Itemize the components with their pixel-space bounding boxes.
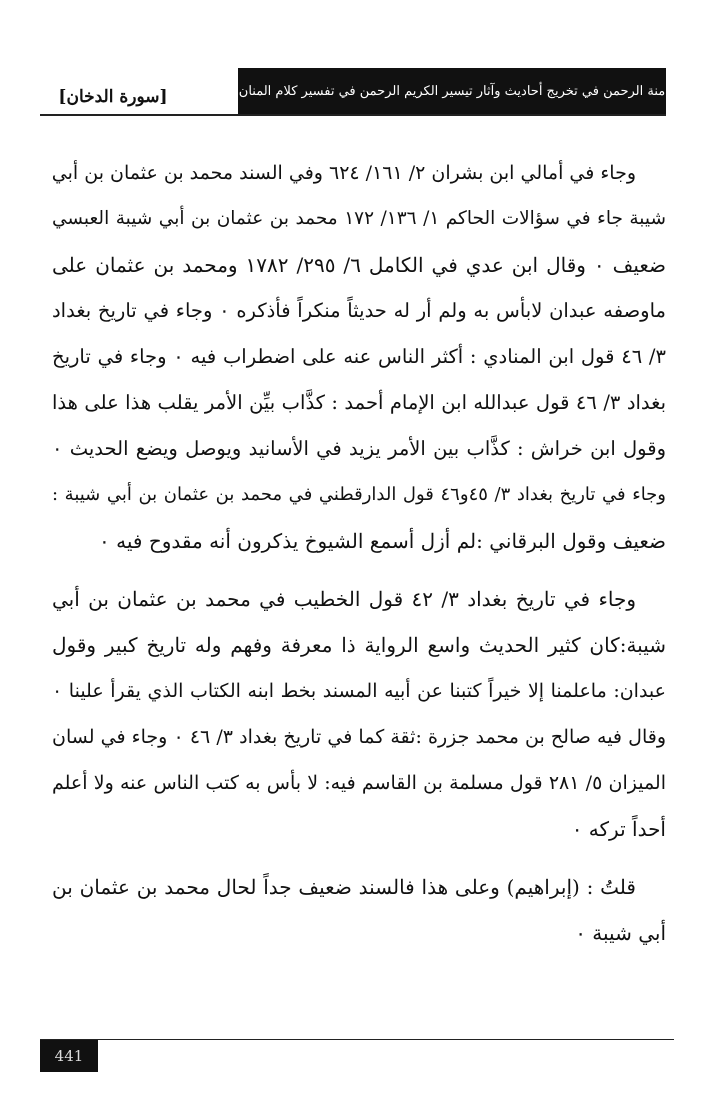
text-line: شيبة:كان كثير الحديث واسع الرواية ذا معرفة وفهم وله تاريخ كبير وقول [52, 633, 666, 657]
text-line: ٣/ ٤٦ قول ابن المنادي : أكثر الناس عنه على اضطراب فيه ٠ وجاء في تاريخ [52, 345, 666, 368]
paragraph-2 [52, 576, 666, 852]
text-line: ضعيف ٠ وقال ابن عدي في الكامل ٦/ ٢٩٥/ ١٧٨٢ ومحمد بن عثمان على [52, 253, 666, 277]
text-line: ماوصفه عبدان لابأس به ولم أر له حديثاً منكراً فأذكره ٠ وجاء في تاريخ بغداد [52, 299, 666, 322]
text-line: شيبة جاء في سؤالات الحاكم ١/ ١٣٦/ ١٧٢ محمد بن عثمان بن أبي شيبة العبسي [52, 208, 666, 229]
text-line: وقول ابن خراش : كذَّاب بين الأمر يزيد في الأسانيد ويوصل ويضع الحديث ٠ [52, 437, 666, 460]
text-line: أبي شيبة ٠ [575, 921, 666, 945]
text-line: ضعيف وقول البرقاني :لم أزل أسمع الشيوخ يذكرون أنه مقدوح فيه ٠ [99, 529, 666, 553]
surah-label: [سورة الدخان] [58, 87, 168, 107]
text-line: أحداً تركه ٠ [571, 817, 666, 841]
running-header [238, 68, 666, 114]
body-text [52, 150, 666, 956]
book-title: منة الرحمن في تخريج أحاديث وآثار تيسير الكريم الرحمن في تفسير كلام المنان [238, 83, 666, 99]
text-line: عبدان: ماعلمنا إلا خيراً كتبنا عن أبيه المسند بخط ابنه الكتاب الذي يقرأ علينا ٠ [52, 680, 666, 702]
footer-divider [40, 1039, 674, 1040]
text-line: وجاء في أمالي ابن بشران ٢/ ١٦١/ ٦٢٤ وفي السند محمد بن عثمان بن أبي [52, 162, 636, 184]
text-line: قلتُ : (إبراهيم) وعلى هذا فالسند ضعيف جداً لحال محمد بن عثمان بن [52, 875, 636, 899]
paragraph-3 [52, 864, 666, 956]
page-number: 441 [40, 1040, 98, 1072]
text-line: وقال فيه صالح بن محمد جزرة :ثقة كما في تاريخ بغداد ٣/ ٤٦ ٠ وجاء في لسان [52, 726, 666, 748]
paragraph-1 [52, 150, 666, 564]
text-line: بغداد ٣/ ٤٦ قول عبدالله ابن الإمام أحمد : كذَّاب بيِّن الأمر يقلب هذا على هذا [52, 391, 666, 414]
header-divider [40, 114, 666, 116]
text-line: وجاء في تاريخ بغداد ٣/ ٤٢ قول الخطيب في محمد بن عثمان بن أبي [52, 587, 636, 611]
text-line: الميزان ٥/ ٢٨١ قول مسلمة بن القاسم فيه: لا بأس به كتب الناس عنه ولا أعلم [52, 772, 666, 794]
text-line: وجاء في تاريخ بغداد ٣/ ٤٥و٤٦ قول الدارقطني في محمد بن عثمان بن أبي شيبة : [52, 484, 666, 505]
